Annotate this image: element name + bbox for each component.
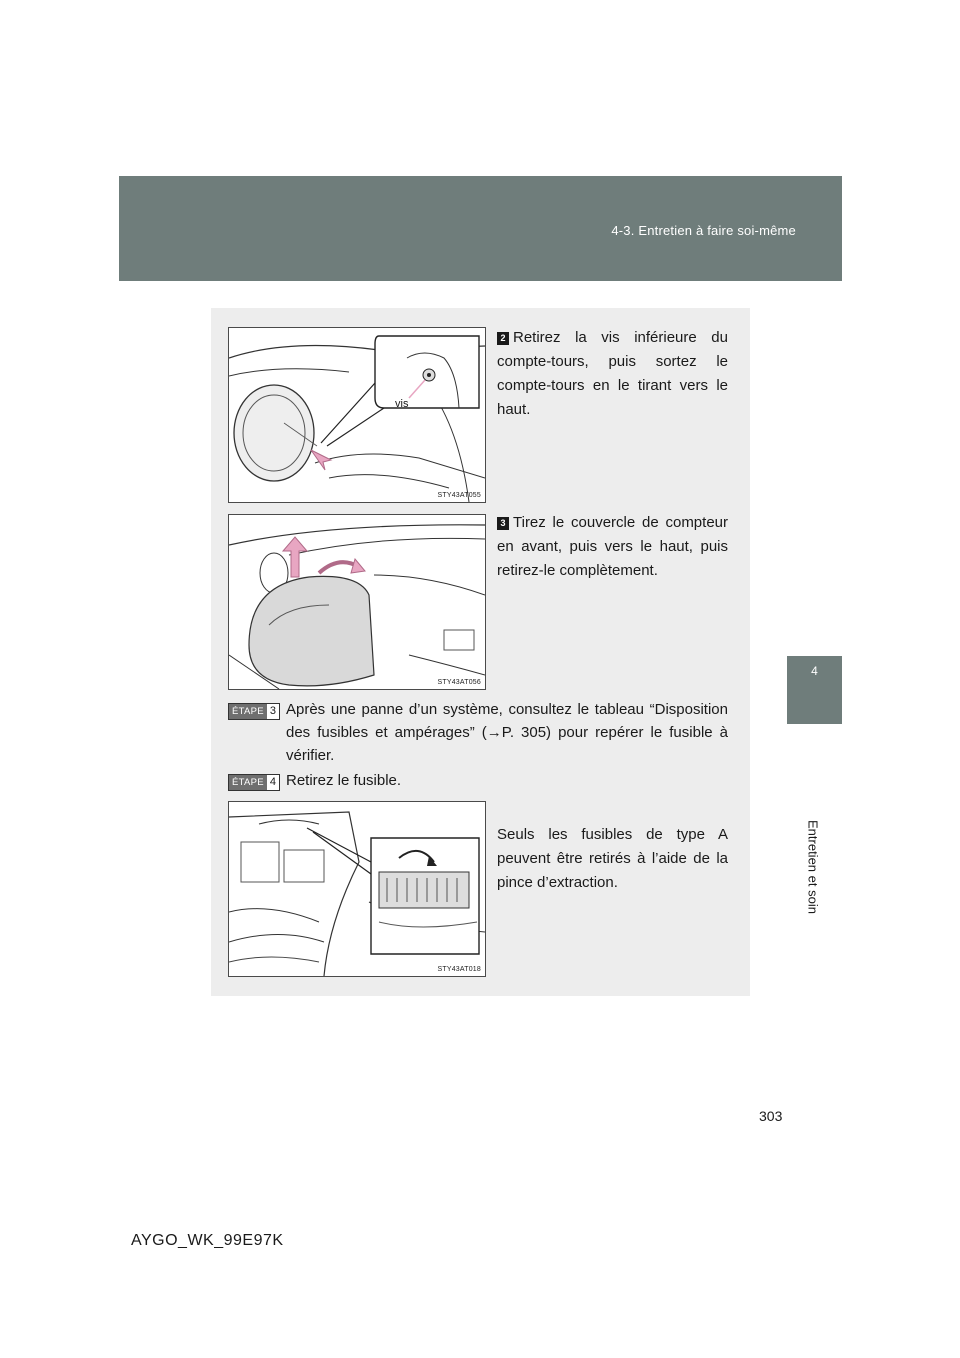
etape-4-text: Retirez le fusible.	[286, 772, 402, 789]
step-2-body: Retirez la vis inférieure du compte-tours, puis sortez le compte-tours en le tirant vers le haut.	[497, 329, 728, 418]
figure-code: STY43AT055	[437, 492, 481, 499]
figure-meter-cover	[228, 514, 486, 690]
figure-code: STY43AT018	[437, 966, 481, 973]
fuse-box-illustration	[229, 802, 485, 976]
figure-fuse-box	[228, 801, 486, 977]
step-badge-icon: 2	[497, 332, 509, 345]
etape-number: 4	[269, 776, 277, 788]
figure-code: STY43AT056	[437, 679, 481, 686]
figure-tachometer-screw	[228, 327, 486, 503]
etape-word: ÉTAPE	[229, 704, 267, 719]
tachometer-illustration	[229, 328, 485, 502]
document-code: AYGO_WK_99E97K	[131, 1232, 284, 1249]
etape-4-label	[228, 774, 280, 791]
step-3-text	[497, 511, 728, 583]
step-3-body: Tirez le couvercle de compteur en avant, puis vers le haut, puis retirez-le complètement.	[497, 514, 728, 579]
chapter-label-text: Entretien et soin	[805, 820, 821, 914]
chapter-label	[806, 820, 820, 970]
etape-number: 3	[269, 705, 277, 717]
screw-callout: vis	[395, 398, 409, 410]
etape-3-text: Après une panne d’un système, consultez le tableau “Disposition des fusibles et ampérages” (→P. 305) pour repérer le fusible à vérifier.	[286, 701, 728, 764]
chapter-number: 4	[811, 664, 818, 678]
etape-3-label	[228, 703, 280, 720]
section-title: 4-3. Entretien à faire soi-même	[611, 223, 796, 238]
header-band	[119, 176, 842, 281]
step-2-text	[497, 326, 728, 422]
chapter-tab	[787, 656, 842, 724]
step-badge-icon: 3	[497, 517, 509, 530]
page-number: 303	[759, 1108, 783, 1124]
etape-word: ÉTAPE	[229, 775, 267, 790]
fuse-note: Seuls les fusibles de type A peuvent être retirés à l’aide de la pince d’extraction.	[497, 826, 728, 891]
meter-cover-illustration	[229, 515, 485, 689]
